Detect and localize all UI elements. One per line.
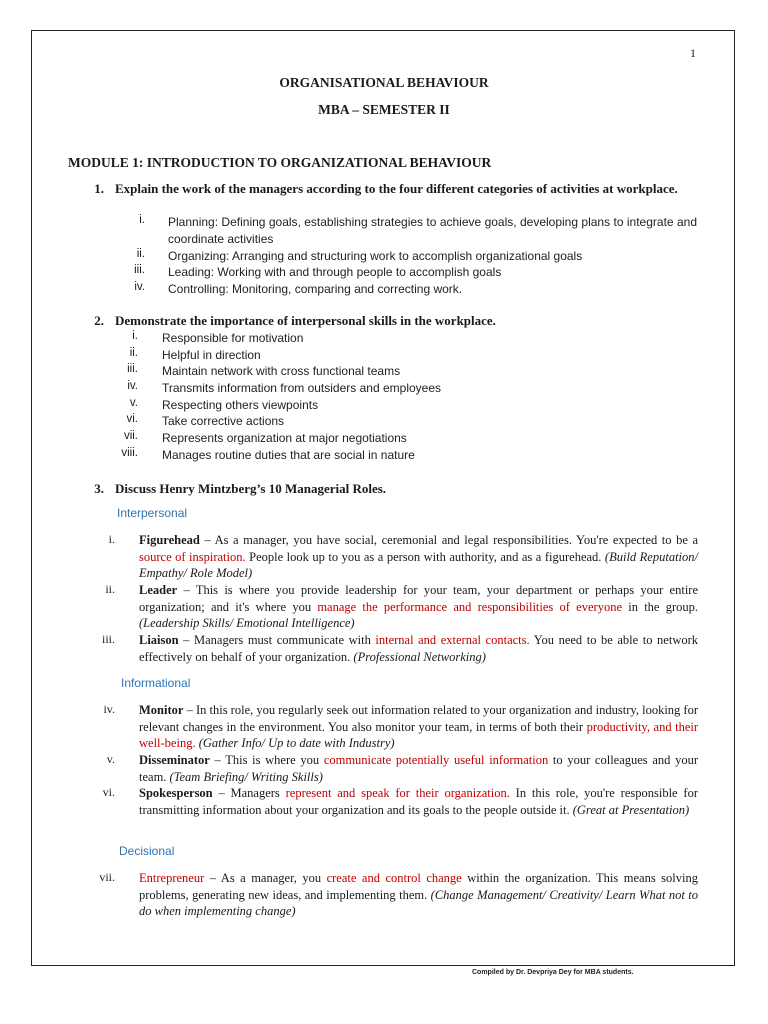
list-item-number: ii. — [136, 248, 145, 260]
list-item-number: vii. — [123, 430, 138, 442]
list-item: Maintain network with cross functional teams — [162, 364, 401, 378]
role-monitor: Monitor – In this role, you regularly seek out information related to your organization and industry, looking for relevant changes in the environment. You also monitor your team, in terms of both their productivity, and their well-being. (Gather Info/ Up to date with Industry) — [139, 703, 699, 750]
highlight-text: productivity, and their well-being. — [139, 719, 698, 750]
list-item-number: iv. — [127, 380, 138, 392]
section-heading-decisional: Decisional — [119, 844, 175, 858]
role-number: v. — [106, 752, 115, 766]
list-item-number: iii. — [134, 264, 145, 276]
module-heading: MODULE 1: INTRODUCTION TO ORGANIZATIONAL BEHAVIOUR — [68, 155, 492, 170]
role-note: (Professional Networking) — [353, 649, 486, 664]
role-note: (Leadership Skills/ Emotional Intelligence) — [139, 616, 355, 630]
role-spokesperson: Spokesperson – Managers represent and speak for their organization. In this role, you're responsible for transmitting information about your organization and its goals to the people outside it. (Great at Presentation) — [139, 786, 698, 817]
role-leader: Leader – This is where you provide leadership for your team, your department or perhaps your entire organization; and it's where you manage the performance and responsibilities of everyone in the group. (Leadership Skills/ Emotional Intelligence) — [139, 583, 699, 630]
role-number: iii. — [101, 632, 115, 646]
document-subtitle: MBA – SEMESTER II — [318, 102, 450, 117]
role-note: (Gather Info/ Up to date with Industry) — [198, 736, 395, 750]
question-text: Discuss Henry Mintzberg’s 10 Managerial Roles. — [115, 481, 387, 496]
highlight-text: create and control change — [326, 871, 462, 885]
list-item: Controlling: Monitoring, comparing and correcting work. — [168, 282, 463, 296]
role-note: (Build Reputation/ Empathy/ Role Model) — [139, 549, 698, 580]
role-name: Disseminator — [139, 753, 210, 767]
list-item: Represents organization at major negotiations — [162, 431, 407, 445]
list-item-number: v. — [129, 397, 138, 409]
role-number: vii. — [99, 870, 115, 884]
list-item: Organizing: Arranging and structuring work to accomplish organizational goals — [168, 249, 583, 263]
list-item: Planning: Defining goals, establishing strategies to achieve goals, developing plans to integrate and coordinate activities — [168, 215, 697, 246]
role-name: Liaison — [139, 633, 179, 647]
list-item: Responsible for motivation — [162, 331, 304, 345]
role-entrepreneur: Entrepreneur – As a manager, you create and control change within the organization. This means solving problems, generating new ideas, and implementing them. (Change Management/ Creativity/ Learn What not to do when implementing change) — [139, 871, 698, 918]
question-number: 2. — [94, 313, 104, 328]
list-item-number: ii. — [129, 347, 138, 359]
list-item-number: iii. — [127, 363, 138, 375]
role-number: ii. — [105, 582, 115, 596]
question-number: 1. — [94, 181, 104, 196]
list-item: Manages routine duties that are social in nature — [162, 448, 415, 462]
role-name: Figurehead — [139, 533, 200, 547]
question-text: Explain the work of the managers according to the four different categories of activities at workplace. — [115, 181, 678, 196]
list-item: Leading: Working with and through people to accomplish goals — [168, 265, 502, 279]
page-number: 1 — [690, 46, 696, 60]
role-name: Spokesperson — [139, 786, 213, 800]
list-item-number: iv. — [134, 281, 145, 293]
list-item-number: i. — [132, 330, 138, 342]
role-figurehead: Figurehead – As a manager, you have social, ceremonial and legal responsibilities. You're expected to be a source of inspiration. People look up to you as a person with authority, and as a figurehead. (Build Reputation/ Empathy/ Role Model) — [139, 533, 698, 580]
highlight-text: source of inspiration. — [139, 549, 246, 564]
list-item-number: viii. — [121, 447, 138, 459]
question-number: 3. — [94, 481, 104, 496]
section-heading-informational: Informational — [121, 676, 191, 690]
highlight-text: represent and speak for their organization. — [285, 786, 510, 800]
list-item-number: vi. — [126, 413, 138, 425]
role-name: Entrepreneur — [139, 871, 205, 885]
role-note: (Great at Presentation) — [572, 802, 690, 817]
list-item: Take corrective actions — [162, 414, 285, 428]
section-heading-interpersonal: Interpersonal — [117, 506, 188, 520]
highlight-text: manage the performance and responsibilities of everyone — [317, 599, 622, 614]
role-number: i. — [108, 532, 115, 546]
footer-credit: Compiled by Dr. Devpriya Dey for MBA students. — [472, 969, 634, 976]
role-note: (Change Management/ Creativity/ Learn What not to do when implementing change) — [139, 887, 698, 918]
role-name: Leader — [139, 583, 178, 597]
role-liaison: Liaison – Managers must communicate with internal and external contacts. You need to be able to network effectively on behalf of your organization. (Professional Networking) — [139, 633, 699, 664]
highlight-text: communicate potentially useful information — [323, 753, 549, 767]
list-item: Transmits information from outsiders and employees — [162, 381, 441, 395]
list-item: Helpful in direction — [162, 348, 261, 362]
role-name: Monitor — [139, 703, 184, 717]
question-text: Demonstrate the importance of interpersonal skills in the workplace. — [115, 313, 496, 328]
highlight-text: internal and external contacts. — [375, 633, 530, 647]
list-item: Respecting others viewpoints — [162, 398, 319, 412]
role-number: vi. — [102, 785, 115, 799]
role-number: iv. — [103, 702, 115, 716]
role-note: (Team Briefing/ Writing Skills) — [169, 769, 323, 784]
role-disseminator: Disseminator – This is where you communicate potentially useful information to your colleagues and your team. (Team Briefing/ Writing Skills) — [139, 753, 698, 784]
list-item-number: i. — [139, 214, 145, 226]
document-title: ORGANISATIONAL BEHAVIOUR — [279, 75, 489, 90]
